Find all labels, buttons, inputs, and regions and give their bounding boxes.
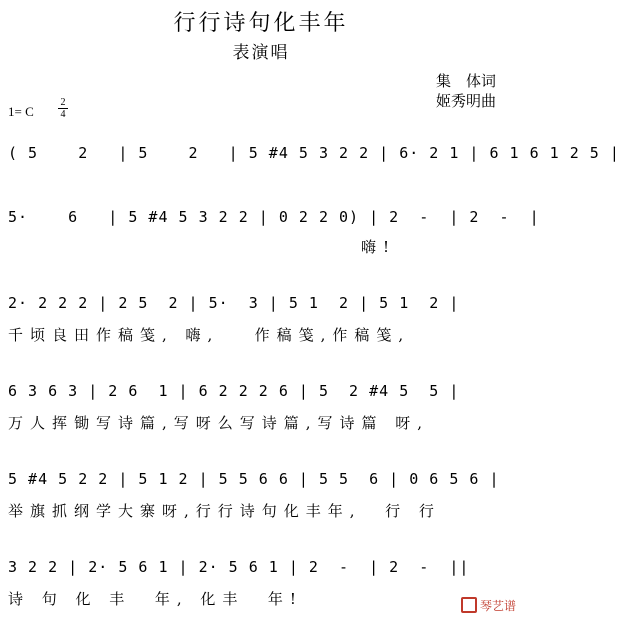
song-subtitle: 表演唱 xyxy=(232,43,290,63)
score-line-1: ( 5 2 | 5 2 | 5 #4 5 3 2 2 | 6· 2 1 | 6 1 6 1 2 5 | xyxy=(8,144,620,162)
lyrics-line-4: 万人挥锄写诗篇,写呀么写诗篇,写诗篇 呀, xyxy=(8,414,430,432)
time-signature xyxy=(58,98,68,119)
lyrics-line-5: 举旗抓纲学大寨呀,行行诗句化丰年, 行 行 xyxy=(8,502,441,520)
watermark-text: 琴艺谱 xyxy=(479,599,516,613)
meter-top: 2 xyxy=(60,97,66,108)
lyrics-line-3: 千顷良田作稿笺, 嗨, 作稿笺,作稿笺, xyxy=(8,326,411,344)
lyrics-line-6: 诗 句 化 丰 年, 化丰 年! xyxy=(8,590,303,608)
score-line-6: 3 2 2 | 2· 5 6 1 | 2· 5 6 1 | 2 - | 2 - || xyxy=(8,558,470,576)
score-line-3: 2· 2 2 2 | 2 5 2 | 5· 3 | 5 1 2 | 5 1 2 | xyxy=(8,294,460,312)
brand-logo-icon xyxy=(461,597,477,613)
meter-bottom: 4 xyxy=(60,109,66,120)
composer-credit: 姬秀明曲 xyxy=(435,92,496,110)
watermark-logo xyxy=(461,597,516,614)
lyricist-credit: 集 体词 xyxy=(435,72,496,90)
score-line-2: 5· 6 | 5 #4 5 3 2 2 | 0 2 2 0) | 2 - | 2 - | xyxy=(8,208,540,226)
score-line-5: 5 #4 5 2 2 | 5 1 2 | 5 5 6 6 | 5 5 6 | 0 6 5 6 | xyxy=(8,470,500,488)
key-signature: 1= C xyxy=(8,104,34,119)
lyrics-line-2: 嗨! xyxy=(8,238,397,256)
score-line-4: 6 3 6 3 | 2 6 1 | 6 2 2 2 6 | 5 2 #4 5 5 | xyxy=(8,382,460,400)
song-title: 行行诗句化丰年 xyxy=(173,11,349,36)
